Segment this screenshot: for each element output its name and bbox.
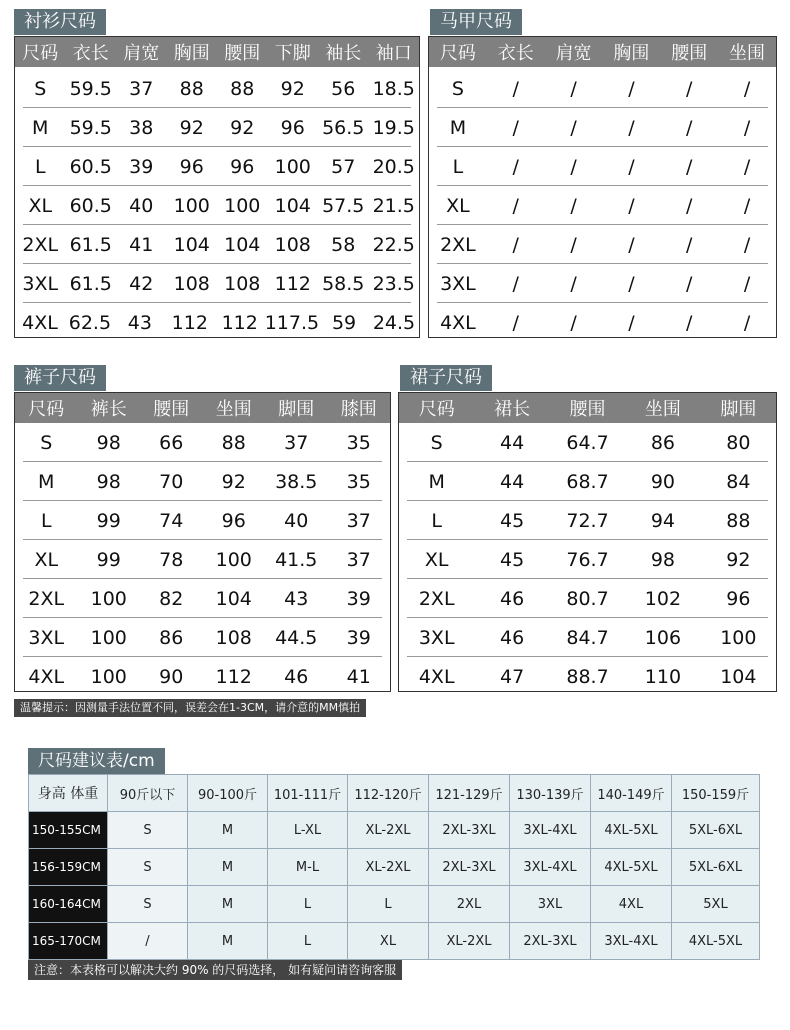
shirt-size-row [15,225,419,264]
skirt-cell: 44 [500,470,525,493]
recommend-table [28,774,760,960]
shirt-size-row [15,108,419,147]
skirt-size-row [399,657,776,696]
shirt-cell: 38 [129,116,154,139]
shirt-cell: 117.5 [264,311,320,334]
shirt-cell: 100 [224,194,261,217]
recommend-size-cell: S [108,849,188,886]
skirt-size-row [399,423,776,462]
shirt-cell: 3XL [22,272,59,295]
shirt-size-row [15,69,419,108]
measurement-tip: 温馨提示：因测量手法位置不同，误差会在1-3CM，请介意的MM慎拍 [14,699,366,717]
vest-cell: / [512,155,519,178]
shirt-cell: 37 [129,77,154,100]
recommend-size-cell: / [108,923,188,960]
skirt-cell: 80 [726,431,751,454]
pants-cell: 70 [159,470,184,493]
pants-cell: 46 [284,665,309,688]
shirt-cell: L [34,155,46,178]
pants-cell: M [38,470,55,493]
skirt-cell: 45 [500,548,525,571]
skirt-cell: 84 [726,470,751,493]
pants-cell: 41 [346,665,371,688]
shirt-cell: 92 [179,116,204,139]
pants-cell: 4XL [28,665,65,688]
recommend-size-cell: 5XL [672,886,760,923]
shirt-header-row [15,37,419,67]
skirt-cell: 47 [500,665,525,688]
skirt-cell: 3XL [418,626,455,649]
skirt-cell: 72.7 [566,509,609,532]
recommend-corner: 身高 体重 [28,775,108,812]
pants-cell: 37 [346,548,371,571]
recommend-size-cell: 2XL-3XL [429,849,510,886]
recommend-size-cell: XL-2XL [348,849,429,886]
recommend-size-cell: 2XL-3XL [510,923,591,960]
skirt-cell: 98 [650,548,676,571]
vest-size-row [429,108,776,147]
shirt-cell: 104 [274,194,311,217]
pants-header-cell: 坐围 [215,399,252,420]
skirt-size-title: 裙子尺码 [400,365,492,391]
vest-header-cell: 坐围 [729,43,766,64]
pants-cell: 39 [346,587,371,610]
shirt-size-table [14,36,420,338]
skirt-header-cell: 坐围 [644,399,681,420]
shirt-header-cell: 腰围 [224,43,261,64]
shirt-cell: 108 [173,272,210,295]
shirt-cell: 112 [274,272,311,295]
skirt-header-cell: 脚围 [720,399,757,420]
recommend-weight-header: 140-149斤 [591,775,672,812]
recommend-height-label: 156-159CM [28,849,108,886]
skirt-size-row [399,579,776,618]
pants-cell: 37 [284,431,309,454]
shirt-cell: 62.5 [68,311,112,334]
vest-cell: S [451,77,464,100]
skirt-cell: 94 [650,509,676,532]
shirt-header-cell: 袖长 [325,43,362,64]
vest-cell: / [570,194,577,217]
shirt-cell: 88 [179,77,204,100]
skirt-cell: 64.7 [566,431,609,454]
shirt-cell: 104 [173,233,210,256]
skirt-header-cell: 裙长 [494,399,531,420]
skirt-cell: M [428,470,445,493]
recommend-row [28,923,760,960]
skirt-cell: 102 [644,587,682,610]
pants-size-row [15,540,390,579]
shirt-cell: 57.5 [322,194,365,217]
vest-cell: / [686,116,693,139]
recommend-size-cell: L [348,886,429,923]
vest-cell: 4XL [440,311,476,334]
shirt-header-cell: 袖口 [375,43,412,64]
shirt-cell: 59.5 [69,116,112,139]
recommend-height-label: 150-155CM [28,812,108,849]
vest-cell: / [512,272,519,295]
pants-size-title: 裤子尺码 [14,365,106,391]
pants-size-row [15,462,390,501]
skirt-cell: L [431,509,442,532]
recommend-size-cell: 5XL-6XL [672,849,760,886]
pants-header-cell: 腰围 [153,399,190,420]
skirt-cell: 4XL [418,665,455,688]
pants-cell: S [40,431,53,454]
vest-header-cell: 胸围 [613,43,650,64]
vest-cell: 2XL [440,233,476,256]
pants-cell: 100 [90,587,127,610]
recommend-size-cell: M [188,923,268,960]
shirt-cell: 59 [331,311,357,334]
recommend-size-cell: 4XL-5XL [591,849,672,886]
recommend-size-cell: XL-2XL [348,812,429,849]
vest-cell: / [628,233,635,256]
shirt-cell: 92 [230,116,255,139]
vest-cell: / [628,272,635,295]
vest-header-cell: 肩宽 [555,43,592,64]
recommend-weight-header: 150-159斤 [672,775,760,812]
shirt-cell: 104 [224,233,261,256]
recommend-size-cell: M [188,886,268,923]
recommend-note: 注意：本表格可以解决大约 90% 的尺码选择， 如有疑问请咨询客服 [28,960,402,980]
vest-cell: / [686,194,693,217]
skirt-header-cell: 尺码 [418,399,455,420]
pants-cell: 38.5 [275,470,318,493]
shirt-cell: 22.5 [372,233,415,256]
recommend-size-cell: 3XL-4XL [510,849,591,886]
pants-cell: 35 [346,470,371,493]
recommend-size-cell: XL-2XL [429,923,510,960]
pants-cell: 3XL [28,626,65,649]
shirt-cell: 59.5 [69,77,112,100]
shirt-rows [15,69,419,342]
pants-cell: 112 [215,665,252,688]
skirt-size-row [399,540,776,579]
skirt-cell: 88.7 [566,665,609,688]
recommend-weight-header: 121-129斤 [429,775,510,812]
skirt-cell: 76.7 [566,548,609,571]
shirt-cell: 112 [171,311,208,334]
pants-cell: 96 [221,509,246,532]
skirt-cell: XL [424,548,449,571]
shirt-header-cell: 尺码 [22,43,59,64]
shirt-cell: 96 [230,155,255,178]
vest-cell: / [628,194,635,217]
recommend-size-cell: M-L [268,849,348,886]
shirt-cell: 58.5 [322,272,365,295]
recommend-row [28,886,760,923]
shirt-cell: 41 [129,233,154,256]
shirt-size-row [15,264,419,303]
shirt-cell: 20.5 [372,155,415,178]
shirt-cell: 60.5 [69,194,112,217]
shirt-cell: 21.5 [372,194,415,217]
shirt-cell: 43 [127,311,152,334]
vest-header-cell: 尺码 [439,43,476,64]
shirt-cell: 96 [179,155,204,178]
pants-rows [15,423,390,696]
pants-cell: 88 [221,431,246,454]
recommend-weight-header: 101-111斤 [268,775,348,812]
shirt-size-row [15,147,419,186]
pants-size-row [15,579,390,618]
pants-cell: 86 [159,626,184,649]
shirt-cell: 57 [331,155,356,178]
shirt-header-cell: 胸围 [173,43,210,64]
skirt-cell: 100 [720,626,757,649]
pants-cell: 35 [346,431,371,454]
pants-cell: 2XL [28,587,65,610]
pants-cell: 108 [215,626,252,649]
pants-cell: 99 [96,509,121,532]
shirt-header-cell: 衣长 [72,43,109,64]
vest-header-row [429,37,776,67]
skirt-cell: 104 [720,665,757,688]
recommend-size-cell: 3XL [510,886,591,923]
recommend-size-cell: L [268,923,348,960]
pants-header-cell: 尺码 [28,399,65,420]
pants-cell: 99 [96,548,121,571]
vest-cell: / [628,311,635,334]
shirt-size-row [15,186,419,225]
pants-size-row [15,423,390,462]
vest-cell: / [743,155,751,178]
pants-cell: 92 [221,470,246,493]
skirt-size-row [399,501,776,540]
recommend-size-cell: 4XL [591,886,672,923]
pants-cell: 82 [159,587,184,610]
pants-size-row [15,618,390,657]
shirt-size-title: 衬衫尺码 [14,9,106,35]
shirt-cell: 108 [274,233,311,256]
vest-cell: / [686,233,693,256]
shirt-cell: 40 [129,194,154,217]
pants-cell: 40 [284,509,309,532]
pants-cell: 90 [159,665,184,688]
recommend-grid [28,774,760,960]
vest-size-row [429,69,776,108]
shirt-header-cell: 肩宽 [123,43,160,64]
recommend-row [28,812,760,849]
vest-cell: / [512,311,519,334]
vest-cell: / [570,233,577,256]
shirt-cell: 108 [224,272,261,295]
skirt-header-row [399,393,776,423]
vest-cell: / [686,77,693,100]
vest-header-cell: 衣长 [497,43,534,64]
pants-cell: L [40,509,52,532]
vest-cell: / [570,116,577,139]
shirt-cell: 112 [221,311,258,334]
vest-cell: XL [446,194,470,217]
shirt-cell: 42 [129,272,154,295]
pants-cell: 100 [90,626,127,649]
skirt-cell: 106 [644,626,682,649]
pants-cell: 37 [346,509,371,532]
pants-cell: 98 [96,470,121,493]
vest-cell: / [628,77,635,100]
skirt-cell: 90 [650,470,676,493]
pants-cell: 39 [346,626,371,649]
recommend-size-cell: M [188,849,268,886]
pants-header-cell: 脚围 [278,399,315,420]
recommend-size-cell: S [108,812,188,849]
skirt-cell: 68.7 [566,470,609,493]
vest-cell: / [743,272,751,295]
vest-size-row [429,225,776,264]
pants-size-table [14,392,391,692]
skirt-header-cell: 腰围 [569,399,606,420]
pants-cell: 100 [90,665,127,688]
shirt-cell: 100 [173,194,210,217]
pants-cell: XL [34,548,59,571]
pants-cell: 104 [215,587,252,610]
vest-size-table [428,36,777,338]
skirt-cell: 84.7 [566,626,609,649]
recommend-weight-header: 112-120斤 [348,775,429,812]
skirt-cell: 46 [500,587,525,610]
skirt-cell: 110 [644,665,682,688]
recommend-title: 尺码建议表/cm [28,748,165,774]
vest-cell: / [628,155,635,178]
skirt-cell: 46 [500,626,525,649]
shirt-cell: 56.5 [322,116,365,139]
recommend-size-cell: 2XL-3XL [429,812,510,849]
vest-cell: M [449,116,467,139]
pants-cell: 98 [96,431,121,454]
shirt-cell: 23.5 [372,272,415,295]
skirt-cell: S [430,431,443,454]
recommend-size-cell: 2XL [429,886,510,923]
vest-cell: / [686,272,693,295]
shirt-cell: 2XL [22,233,59,256]
skirt-cell: 88 [726,509,751,532]
vest-cell: / [570,77,577,100]
recommend-size-cell: 4XL-5XL [672,923,760,960]
skirt-cell: 80.7 [566,587,609,610]
skirt-cell: 44 [500,431,525,454]
vest-cell: / [743,194,751,217]
pants-cell: 66 [159,431,184,454]
shirt-cell: 19.5 [372,116,415,139]
skirt-size-row [399,462,776,501]
pants-cell: 74 [159,509,184,532]
vest-cell: / [743,116,751,139]
vest-cell: / [570,311,577,334]
vest-cell: / [743,77,751,100]
vest-cell: / [512,194,519,217]
shirt-cell: 60.5 [69,155,112,178]
skirt-cell: 86 [650,431,676,454]
shirt-cell: 92 [280,77,305,100]
pants-size-row [15,501,390,540]
skirt-size-row [399,618,776,657]
recommend-weight-header: 90-100斤 [188,775,268,812]
vest-cell: / [512,233,519,256]
recommend-weight-header: 130-139斤 [510,775,591,812]
recommend-size-cell: L [268,886,348,923]
vest-cell: / [743,233,751,256]
skirt-cell: 2XL [418,587,455,610]
pants-cell: 78 [159,548,184,571]
vest-cell: / [512,116,519,139]
vest-size-row [429,264,776,303]
skirt-size-table [398,392,777,692]
recommend-height-label: 160-164CM [28,886,108,923]
shirt-cell: 39 [129,155,154,178]
vest-size-row [429,186,776,225]
recommend-size-cell: M [188,812,268,849]
shirt-cell: 61.5 [69,233,112,256]
pants-header-row [15,393,390,423]
shirt-cell: 58 [331,233,356,256]
recommend-header-row [28,775,760,812]
vest-size-row [429,147,776,186]
shirt-cell: S [34,77,47,100]
shirt-cell: 100 [274,155,311,178]
recommend-size-cell: 3XL-4XL [510,812,591,849]
vest-cell: / [743,311,751,334]
recommend-size-cell: 4XL-5XL [591,812,672,849]
vest-cell: / [570,272,577,295]
pants-cell: 41.5 [275,548,318,571]
vest-cell: L [452,155,464,178]
recommend-size-cell: XL [348,923,429,960]
shirt-cell: XL [28,194,53,217]
skirt-cell: 92 [726,548,751,571]
shirt-cell: 56 [331,77,356,100]
vest-cell: / [686,311,693,334]
recommend-size-cell: 3XL-4XL [591,923,672,960]
recommend-row [28,849,760,886]
pants-cell: 100 [215,548,252,571]
pants-header-cell: 膝围 [340,399,377,420]
recommend-size-cell: L-XL [268,812,348,849]
shirt-cell: 4XL [22,311,58,334]
vest-size-title: 马甲尺码 [430,9,522,35]
recommend-size-cell: S [108,886,188,923]
shirt-cell: 96 [280,116,305,139]
recommend-height-label: 165-170CM [28,923,108,960]
shirt-cell: 88 [230,77,255,100]
recommend-weight-header: 90斤以下 [108,775,188,812]
skirt-cell: 45 [500,509,525,532]
vest-rows [429,69,776,342]
shirt-cell: M [32,116,49,139]
vest-cell: / [628,116,635,139]
vest-header-cell: 腰围 [671,43,708,64]
shirt-header-cell: 下脚 [274,43,311,64]
vest-cell: / [512,77,519,100]
shirt-cell: 61.5 [69,272,112,295]
skirt-cell: 96 [726,587,751,610]
vest-cell: 3XL [440,272,476,295]
vest-cell: / [570,155,577,178]
shirt-cell: 24.5 [372,311,416,334]
vest-size-row [429,303,776,342]
pants-cell: 44.5 [275,626,318,649]
recommend-size-cell: 5XL-6XL [672,812,760,849]
pants-size-row [15,657,390,696]
shirt-cell: 18.5 [372,77,415,100]
skirt-rows [399,423,776,696]
pants-header-cell: 裤长 [90,399,127,420]
shirt-size-row [15,303,419,342]
vest-cell: / [686,155,693,178]
pants-cell: 43 [284,587,309,610]
